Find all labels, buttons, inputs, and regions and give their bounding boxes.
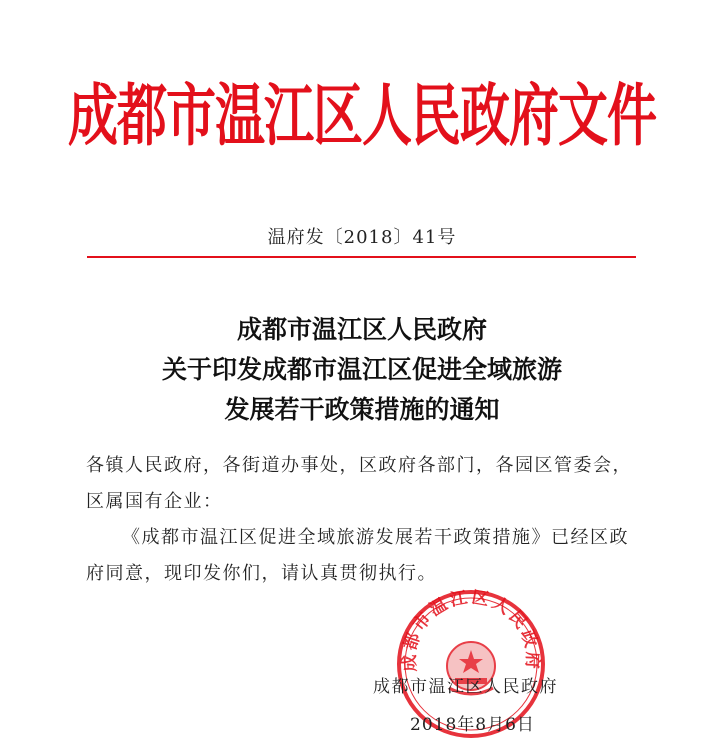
document-masthead: 成都市温江区人民政府文件: [68, 75, 656, 156]
document-body: [86, 448, 646, 592]
title-line-3: 发展若干政策措施的通知: [224, 395, 500, 424]
seal-text: 成都市温江区人民政府: [399, 588, 543, 673]
body-paragraph-line-1: 《成都市温江区促进全域旅游发展若干政策措施》已经区政: [122, 527, 629, 548]
title-line-2: 关于印发成都市温江区促进全域旅游: [161, 355, 562, 384]
body-paragraph-line-2: 府同意，现印发你们，请认真贯彻执行。: [86, 563, 437, 584]
title-line-1: 成都市温江区人民政府: [236, 315, 487, 344]
addressee-line-2: 区属国有企业：: [86, 491, 223, 512]
red-divider-line: [87, 256, 636, 258]
document-date: 2018年8月6日: [410, 715, 535, 735]
document-title: [0, 310, 724, 430]
document-number: 温府发〔2018〕41号: [267, 227, 457, 248]
addressee-line-1: 各镇人民政府，各街道办事处，区政府各部门，各园区管委会，: [86, 455, 632, 476]
signature-organization: 成都市温江区人民政府: [373, 677, 558, 697]
